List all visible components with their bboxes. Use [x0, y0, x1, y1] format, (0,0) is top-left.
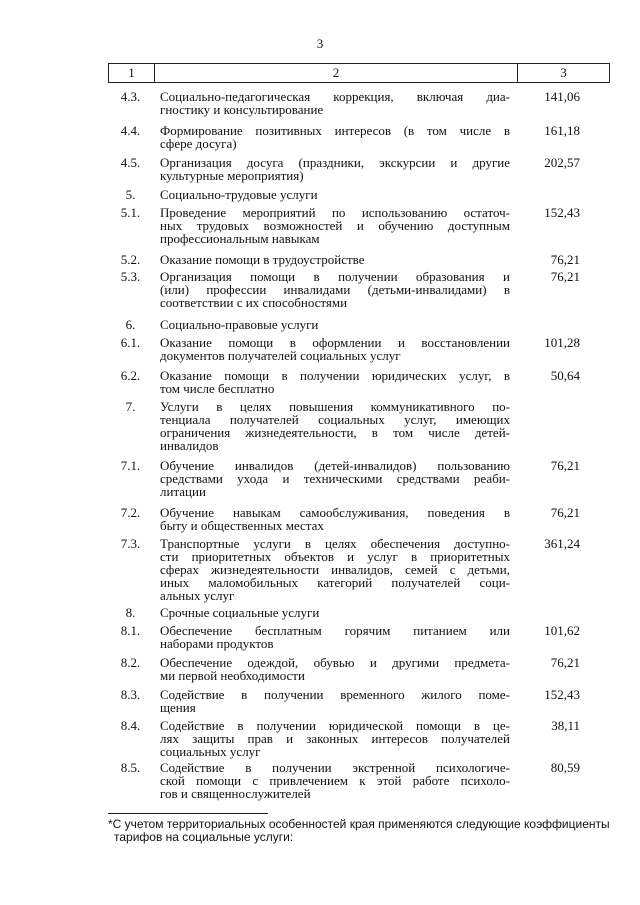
row-number: 7. — [125, 399, 136, 414]
row-tariff-value: 76,21 — [550, 269, 580, 284]
description-line: Социально-правовые услуги — [160, 317, 319, 332]
row-tariff-value: 141,06 — [544, 89, 580, 104]
row-tariff-value: 50,64 — [550, 368, 580, 383]
description-line: Услуги в целях повышения коммуникативного по- — [160, 399, 510, 414]
description-line: Оказание помощи в трудоустройстве — [160, 252, 365, 267]
row-tariff-value: 152,43 — [544, 205, 580, 220]
row-tariff-value: 76,21 — [550, 458, 580, 473]
footnote — [108, 818, 610, 844]
row-number: 6. — [125, 317, 136, 332]
row-tariff-value: 152,43 — [544, 687, 580, 702]
header-col-1: 1 — [109, 64, 155, 82]
row-description — [160, 336, 510, 362]
description-line: сферах жизнедеятельности инвалидов, семей с детьми, — [160, 562, 510, 577]
description-line: соответствии с их способностями — [160, 295, 348, 310]
description-line: том числе бесплатно — [160, 381, 275, 396]
row-number: 7.3. — [120, 536, 141, 551]
footnote-line: тарифов на социальные услуги: — [114, 830, 294, 844]
row-tariff-value: 76,21 — [550, 655, 580, 670]
description-line: инвалидов — [160, 438, 219, 453]
row-description — [160, 719, 510, 758]
description-line: социальных услуг — [160, 744, 261, 759]
description-line: Содействие в получении временного жилого поме- — [160, 687, 510, 702]
row-tariff-value: 202,57 — [544, 155, 580, 170]
row-description — [160, 369, 510, 395]
row-number: 5.2. — [120, 252, 141, 267]
description-line: щения — [160, 700, 196, 715]
row-description — [160, 688, 510, 714]
row-number: 8.2. — [120, 655, 141, 670]
description-line: Обеспечение одеждой, обувью и другими предмета- — [160, 655, 510, 670]
row-description — [160, 606, 510, 619]
description-line: иных маломобильных категорий получателей соци- — [160, 575, 510, 590]
row-number: 8.3. — [120, 687, 141, 702]
row-description — [160, 318, 510, 331]
row-description — [160, 90, 510, 116]
row-number: 5. — [125, 187, 136, 202]
row-number: 5.3. — [120, 269, 141, 284]
description-line: сфере досуга) — [160, 136, 237, 151]
description-line: ограничения жизнедеятельности, в том числе детей- — [160, 425, 510, 440]
description-line: Обучение инвалидов (детей-инвалидов) пользованию — [160, 458, 510, 473]
row-description — [160, 270, 510, 309]
row-description — [160, 188, 510, 201]
header-col-2: 2 — [155, 64, 518, 82]
row-number: 8.1. — [120, 623, 141, 638]
description-line: сти приоритетных объектов и услуг в приоритетных — [160, 549, 510, 564]
row-tariff-value: 76,21 — [550, 252, 580, 267]
row-description — [160, 253, 510, 266]
page-number: 3 — [316, 36, 324, 51]
description-line: средствами ухода и техническими средствами реаби- — [160, 471, 510, 486]
row-tariff-value: 361,24 — [544, 536, 580, 551]
row-number: 4.5. — [120, 155, 141, 170]
description-line: тенциала получателей социальных услуг, имеющих — [160, 412, 510, 427]
row-description — [160, 400, 510, 452]
row-description — [160, 206, 510, 245]
description-line: Организация досуга (праздники, экскурсии и другие — [160, 155, 510, 170]
row-number: 4.3. — [120, 89, 141, 104]
description-line: культурные мероприятия) — [160, 168, 304, 183]
row-description — [160, 624, 510, 650]
description-line: ской помощи с привлечением к этой работе психоло- — [160, 773, 510, 788]
row-description — [160, 761, 510, 800]
footnote-rule — [108, 813, 268, 814]
description-line: Социально-педагогическая коррекция, включая диа- — [160, 89, 510, 104]
description-line: Социально-трудовые услуги — [160, 187, 318, 202]
row-description — [160, 506, 510, 532]
row-description — [160, 459, 510, 498]
description-line: ных трудовых возможностей и обучению доступным — [160, 218, 510, 233]
description-line: Обеспечение бесплатным горячим питанием или — [160, 623, 510, 638]
row-number: 7.2. — [120, 505, 141, 520]
description-line: Обучение навыкам самообслуживания, поведения в — [160, 505, 510, 520]
footnote-line: *С учетом территориальных особенностей края применяются следующие коэффициенты — [108, 817, 610, 831]
description-line: литации — [160, 484, 206, 499]
row-tariff-value: 161,18 — [544, 123, 580, 138]
description-line: профессиональным навыкам — [160, 231, 320, 246]
row-tariff-value: 38,11 — [551, 718, 580, 733]
description-line: гностику и консультирование — [160, 102, 324, 117]
description-line: Организация помощи в получении образования и — [160, 269, 510, 284]
description-line: быту и общественных местах — [160, 518, 324, 533]
row-tariff-value: 101,62 — [544, 623, 580, 638]
row-number: 8.4. — [120, 718, 141, 733]
description-line: Транспортные услуги в целях обеспечения доступно- — [160, 536, 510, 551]
table-header — [108, 63, 610, 83]
description-line: ми первой необходимости — [160, 668, 305, 683]
description-line: лях защиты прав и законных интересов получателей — [160, 731, 510, 746]
row-tariff-value: 80,59 — [550, 760, 580, 775]
row-tariff-value: 76,21 — [550, 505, 580, 520]
description-line: (или) профессии инвалидами (детьми-инвалидами) в — [160, 282, 510, 297]
description-line: Проведение мероприятий по использованию остаточ- — [160, 205, 510, 220]
description-line: Оказание помощи в получении юридических услуг, в — [160, 368, 510, 383]
description-line: Срочные социальные услуги — [160, 605, 320, 620]
description-line: документов получателей социальных услуг — [160, 348, 401, 363]
description-line: гов и священнослужителей — [160, 786, 311, 801]
row-description — [160, 537, 510, 602]
row-number: 4.4. — [120, 123, 141, 138]
header-col-3: 3 — [560, 65, 567, 80]
row-tariff-value: 101,28 — [544, 335, 580, 350]
description-line: наборами продуктов — [160, 636, 274, 651]
description-line: Формирование позитивных интересов (в том числе в — [160, 123, 510, 138]
description-line: Содействие в получении экстренной психологиче- — [160, 760, 510, 775]
row-number: 5.1. — [120, 205, 141, 220]
row-number: 8. — [125, 605, 136, 620]
description-line: альных услуг — [160, 588, 235, 603]
row-description — [160, 124, 510, 150]
description-line: Содействие в получении юридической помощи в це- — [160, 718, 510, 733]
row-number: 6.1. — [120, 335, 141, 350]
row-number: 8.5. — [120, 760, 141, 775]
row-description — [160, 156, 510, 182]
row-number: 7.1. — [120, 458, 141, 473]
row-description — [160, 656, 510, 682]
description-line: Оказание помощи в оформлении и восстановлении — [160, 335, 510, 350]
row-number: 6.2. — [120, 368, 141, 383]
